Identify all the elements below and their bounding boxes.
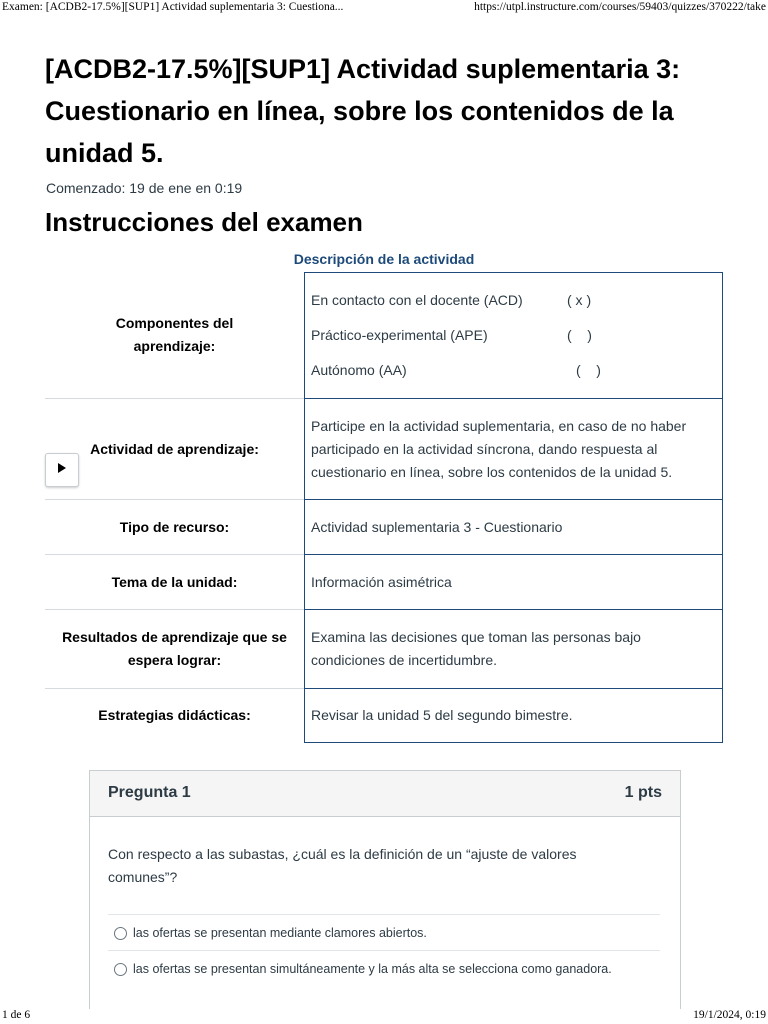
- table-row: [45, 610, 723, 689]
- print-datetime: 19/1/2024, 0:19: [693, 1009, 766, 1021]
- row-label: Actividad de aprendizaje:: [45, 399, 305, 500]
- answer-label: las ofertas se presentan simultáneamente y la más alta se selecciona como ganadora.: [133, 962, 612, 976]
- activity-description-caption: Descripción de la actividad: [293, 251, 475, 267]
- component-mark: ( ): [567, 327, 592, 343]
- answer-option[interactable]: [108, 950, 660, 987]
- table-row: [45, 689, 723, 743]
- row-value: Información asimétrica: [305, 555, 723, 610]
- row-label: Estrategias didácticas:: [45, 689, 305, 743]
- component-mark: ( x ): [567, 292, 592, 308]
- component-line: [311, 283, 716, 318]
- row-label: Tipo de recurso:: [45, 500, 305, 555]
- table-row: [45, 555, 723, 610]
- row-value: Revisar la unidad 5 del segundo bimestre.: [305, 689, 723, 743]
- activity-table: [45, 272, 723, 743]
- started-timestamp: Comenzado: 19 de ene en 0:19: [46, 180, 243, 196]
- table-row: [45, 500, 723, 555]
- component-line: [311, 353, 716, 388]
- component-line: [311, 318, 716, 353]
- component-name: En contacto con el docente (ACD): [311, 292, 523, 308]
- play-button[interactable]: [45, 453, 79, 487]
- row-label: Resultados de aprendizaje que se espera lograr:: [45, 610, 305, 689]
- page-number: 1 de 6: [2, 1009, 31, 1021]
- radio-icon[interactable]: [114, 927, 127, 940]
- print-header-title: Examen: [ACDB2-17.5%][SUP1] Actividad suplementaria 3: Cuestiona...: [2, 1, 344, 13]
- row-value: Examina las decisiones que toman las personas bajo condiciones de incertidumbre.: [305, 610, 723, 689]
- answer-option[interactable]: [108, 914, 660, 951]
- answer-label: las ofertas se presentan mediante clamores abiertos.: [133, 926, 427, 940]
- component-name: Autónomo (AA): [311, 362, 407, 378]
- print-header: [0, 0, 768, 18]
- question-text: Con respecto a las subastas, ¿cuál es la definición de un “ajuste de valores comunes”?: [108, 846, 577, 885]
- play-icon: [57, 461, 67, 479]
- radio-icon[interactable]: [114, 963, 127, 976]
- question-header: [90, 771, 680, 817]
- table-row: [45, 399, 723, 500]
- question-points: 1 pts: [624, 784, 662, 801]
- instructions-heading: Instrucciones del examen: [45, 207, 363, 237]
- component-name: Práctico-experimental (APE): [311, 327, 488, 343]
- components-cell: [305, 273, 723, 399]
- print-header-url: https://utpl.instructure.com/courses/59403/quizzes/370222/take: [474, 1, 766, 13]
- components-label: Componentes del aprendizaje:: [115, 315, 234, 355]
- row-value: Participe en la actividad suplementaria, en caso de no haber participado en la actividad síncrona, dando respuesta al cuestionario en línea, sobre los contenidos de la unidad 5.: [305, 399, 723, 500]
- row-label: Tema de la unidad:: [45, 555, 305, 610]
- quiz-title: [ACDB2-17.5%][SUP1] Actividad suplementaria 3: Cuestionario en línea, sobre los contenidos de la unidad 5.: [45, 54, 681, 168]
- table-row: [45, 273, 723, 399]
- component-mark: ( ): [576, 362, 601, 378]
- print-footer: [0, 1008, 768, 1024]
- question-name: Pregunta 1: [108, 784, 191, 801]
- row-value: Actividad suplementaria 3 - Cuestionario: [305, 500, 723, 555]
- question-card: [89, 770, 681, 1009]
